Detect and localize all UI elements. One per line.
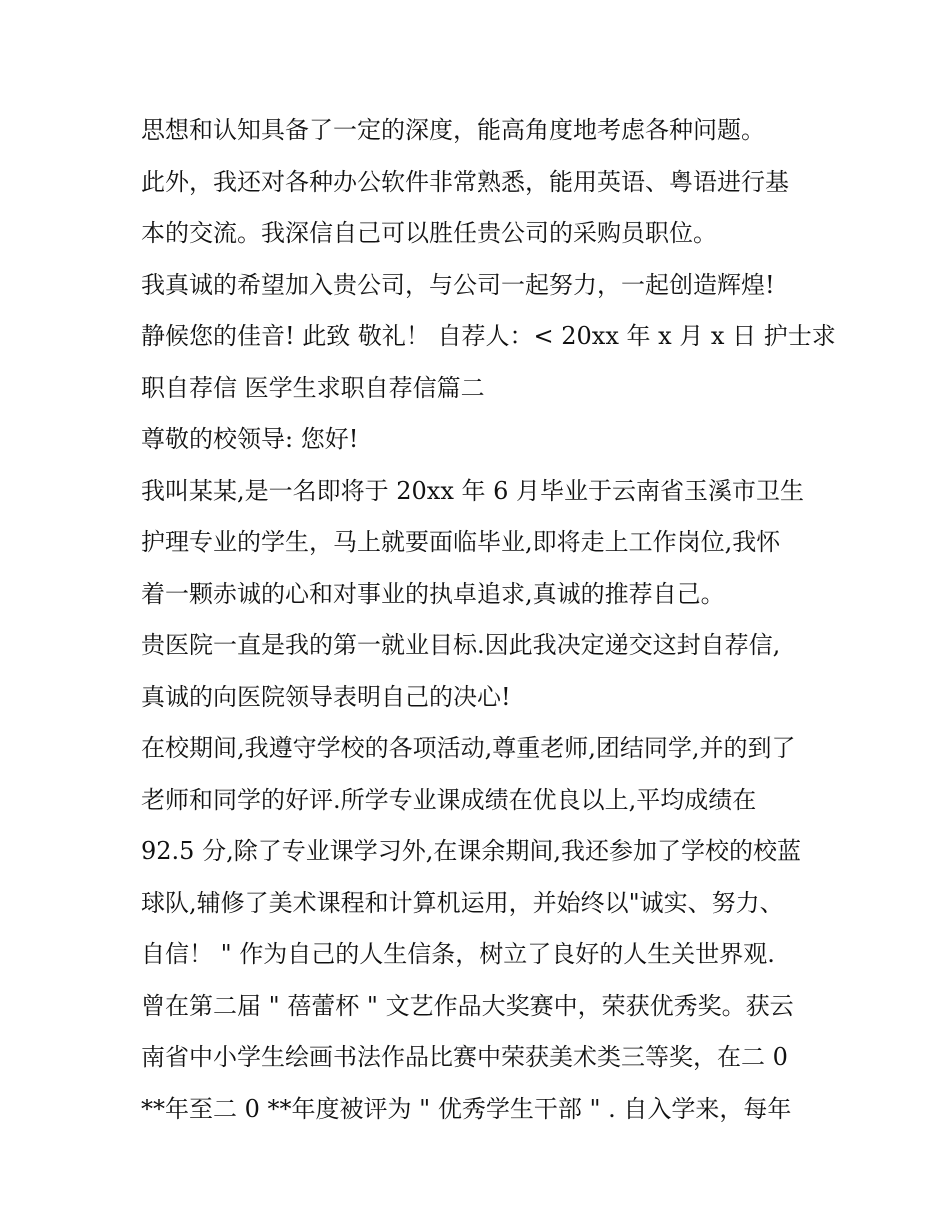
text-line: 静候您的佳音! 此致 敬礼！ 自荐人：< 20xx 年 x 月 x 日 护士求	[141, 322, 836, 350]
text-line: 曾在第二届 " 蓓蕾杯 " 文艺作品大奖赛中，荣获优秀奖。获云	[141, 991, 794, 1020]
text-line: 职自荐信 医学生求职自荐信篇二	[141, 373, 485, 402]
text-line: 真诚的向医院领导表明自己的决心!	[141, 682, 511, 711]
text-line: 92.5 分,除了专业课学习外,在课余期间,我还参加了学校的校蓝	[141, 837, 801, 865]
text-line: 贵医院一直是我的第一就业目标.因此我决定递交这封自荐信,	[141, 631, 781, 659]
text-line: 球队,辅修了美术课程和计算机运用，并始终以"诚实、努力、	[141, 888, 784, 917]
salutation-line: 尊敬的校领导: 您好!	[141, 425, 359, 453]
text-line: 着一颗赤诚的心和对事业的执卓追求,真诚的推荐自己。	[141, 579, 725, 608]
text-line: 南省中小学生绘画书法作品比赛中荣获美术类三等奖，在二 0	[141, 1043, 788, 1071]
text-line: 我真诚的希望加入贵公司，与公司一起努力，一起创造辉煌!	[141, 270, 775, 299]
text-line: 我叫某某,是一名即将于 20xx 年 6 月毕业于云南省玉溪市卫生	[141, 476, 805, 505]
body-text	[141, 108, 836, 1138]
text-line: **年至二 0 **年度被评为 " 优秀学生干部 " . 自入学来，每年	[141, 1094, 792, 1123]
text-line: 老师和同学的好评.所学专业课成绩在优良以上,平均成绩在	[141, 785, 757, 814]
text-line: 此外，我还对各种办公软件非常熟悉，能用英语、粤语进行基	[141, 167, 789, 196]
text-line: 思想和认知具备了一定的深度，能高角度地考虑各种问题。	[141, 116, 765, 144]
text-line: 自信！ " 作为自己的人生信条，树立了良好的人生关世界观.	[141, 940, 775, 968]
text-line: 本的交流。我深信自己可以胜任贵公司的采购员职位。	[141, 219, 717, 247]
text-line: 护理专业的学生，马上就要面临毕业,即将走上工作岗位,我怀	[141, 528, 781, 556]
text-line: 在校期间,我遵守学校的各项活动,尊重老师,团结同学,并的到了	[141, 734, 796, 762]
